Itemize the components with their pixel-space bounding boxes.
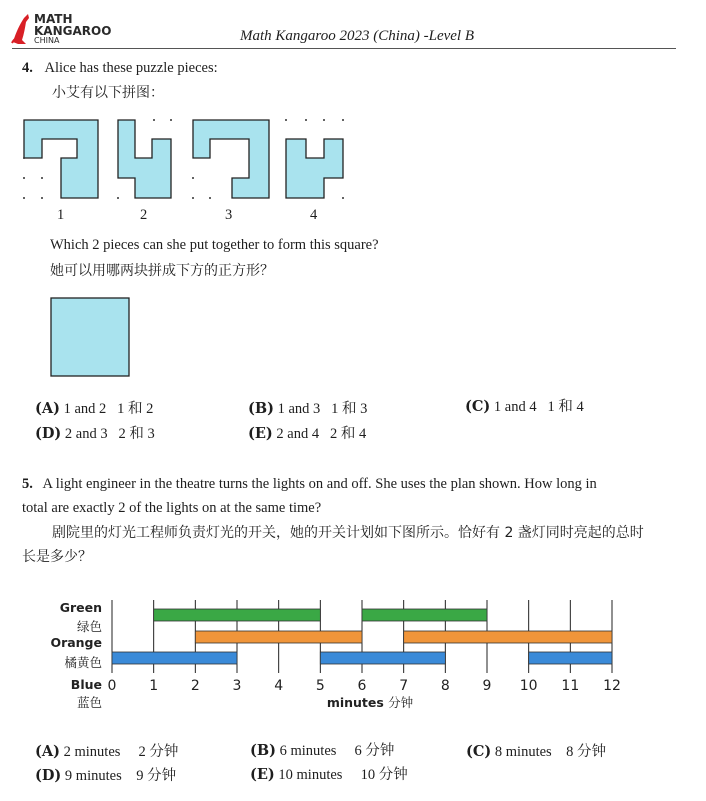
- logo: [10, 12, 120, 46]
- logo-line-2: KANGAROO: [34, 24, 112, 38]
- q5-text-cn-1: 剧院里的灯光工程师负责灯光的开关，她的开关计划如下图所示。恰好有 2 盏灯同时亮起的总时: [52, 525, 644, 541]
- tick-label-3: 3: [232, 678, 242, 694]
- puzzle-piece-1: [24, 120, 98, 198]
- tick-label-1: 1: [149, 678, 159, 694]
- x-axis-label: minutes 分钟: [326, 695, 414, 710]
- q4-question-en: Which 2 pieces can she put together to form this square?: [50, 237, 379, 253]
- piece-label-2: 2: [140, 207, 148, 223]
- q4-text-cn: 小艾有以下拼图：: [52, 85, 164, 101]
- green-bar-1: [154, 609, 321, 621]
- tick-label-7: 7: [399, 678, 409, 694]
- q5-text-en-1: A light engineer in the theatre turns the lights on and off. She uses the plan shown. How long in: [42, 476, 597, 492]
- blue-bar-2: [320, 652, 445, 664]
- tick-label-4: 4: [274, 678, 284, 694]
- legend-label-cn-green: 绿色: [76, 619, 102, 634]
- tick-label-2: 2: [190, 678, 200, 694]
- q4-choice-d[interactable]: (D) 2 and 3 2 和 3: [35, 425, 155, 442]
- q5-choice-e[interactable]: (E) 10 minutes 10 分钟: [250, 766, 408, 783]
- tick-label-5: 5: [315, 678, 325, 694]
- tick-label-6: 6: [357, 678, 367, 694]
- q4-line: [22, 58, 218, 79]
- legend-label-blue: Blue: [70, 677, 102, 692]
- tick-label-10: 10: [519, 678, 538, 694]
- puzzle-pieces: [20, 116, 350, 208]
- page-title: Math Kangaroo 2023 (China) -Level B: [240, 28, 475, 44]
- q5-number: 5.: [22, 476, 33, 492]
- tick-label-11: 11: [561, 678, 580, 694]
- orange-bar-1: [195, 631, 362, 643]
- lights-chart: [40, 595, 640, 715]
- q5-choice-b[interactable]: (B) 6 minutes 6 分钟: [250, 742, 395, 759]
- q5-line-1: [22, 474, 692, 495]
- orange-bar-2: [404, 631, 612, 643]
- puzzle-piece-3: [193, 120, 269, 198]
- logo-line-1: MATH: [34, 12, 73, 26]
- legend-label-cn-blue: 蓝色: [76, 695, 102, 710]
- header-divider: [12, 48, 676, 49]
- q5-choice-c[interactable]: (C) 8 minutes 8 分钟: [466, 743, 607, 760]
- puzzle-piece-4: [286, 139, 343, 198]
- blue-bar-3: [529, 652, 612, 664]
- q4-choice-b[interactable]: (B) 1 and 3 1 和 3: [248, 400, 368, 417]
- q5-text-cn-2: 长是多少？: [22, 549, 92, 565]
- piece-label-3: 3: [225, 207, 233, 223]
- tick-label-9: 9: [482, 678, 492, 694]
- target-square: [50, 297, 132, 379]
- q5-choice-d[interactable]: (D) 9 minutes 9 分钟: [35, 767, 177, 784]
- legend-label-cn-orange: 橘黄色: [64, 655, 102, 670]
- q4-choice-a[interactable]: (A) 1 and 2 1 和 2: [35, 400, 154, 417]
- q5-text-en-2: total are exactly 2 of the lights on at the same time?: [22, 500, 322, 516]
- q4-question-cn: 她可以用哪两块拼成下方的正方形？: [50, 263, 274, 279]
- piece-label-4: 4: [310, 207, 318, 223]
- q4-choice-e[interactable]: (E) 2 and 4 2 和 4: [248, 425, 367, 442]
- blue-bar-1: [112, 652, 237, 664]
- q4-text-en: Alice has these puzzle pieces:: [44, 60, 218, 76]
- puzzle-piece-2: [118, 120, 171, 198]
- green-bar-2: [362, 609, 487, 621]
- piece-label-1: 1: [57, 207, 65, 223]
- legend-label-orange: Orange: [50, 635, 102, 650]
- q4-number: 4.: [22, 60, 33, 76]
- tick-label-0: 0: [107, 678, 117, 694]
- tick-label-12: 12: [603, 678, 621, 694]
- q5-choice-a[interactable]: (A) 2 minutes 2 分钟: [35, 743, 179, 760]
- tick-label-8: 8: [440, 678, 450, 694]
- logo-line-3: CHINA: [34, 36, 60, 45]
- kangaroo-logo-icon: [10, 12, 32, 46]
- legend-label-green: Green: [59, 600, 102, 615]
- q4-choice-c[interactable]: (C) 1 and 4 1 和 4: [465, 398, 584, 415]
